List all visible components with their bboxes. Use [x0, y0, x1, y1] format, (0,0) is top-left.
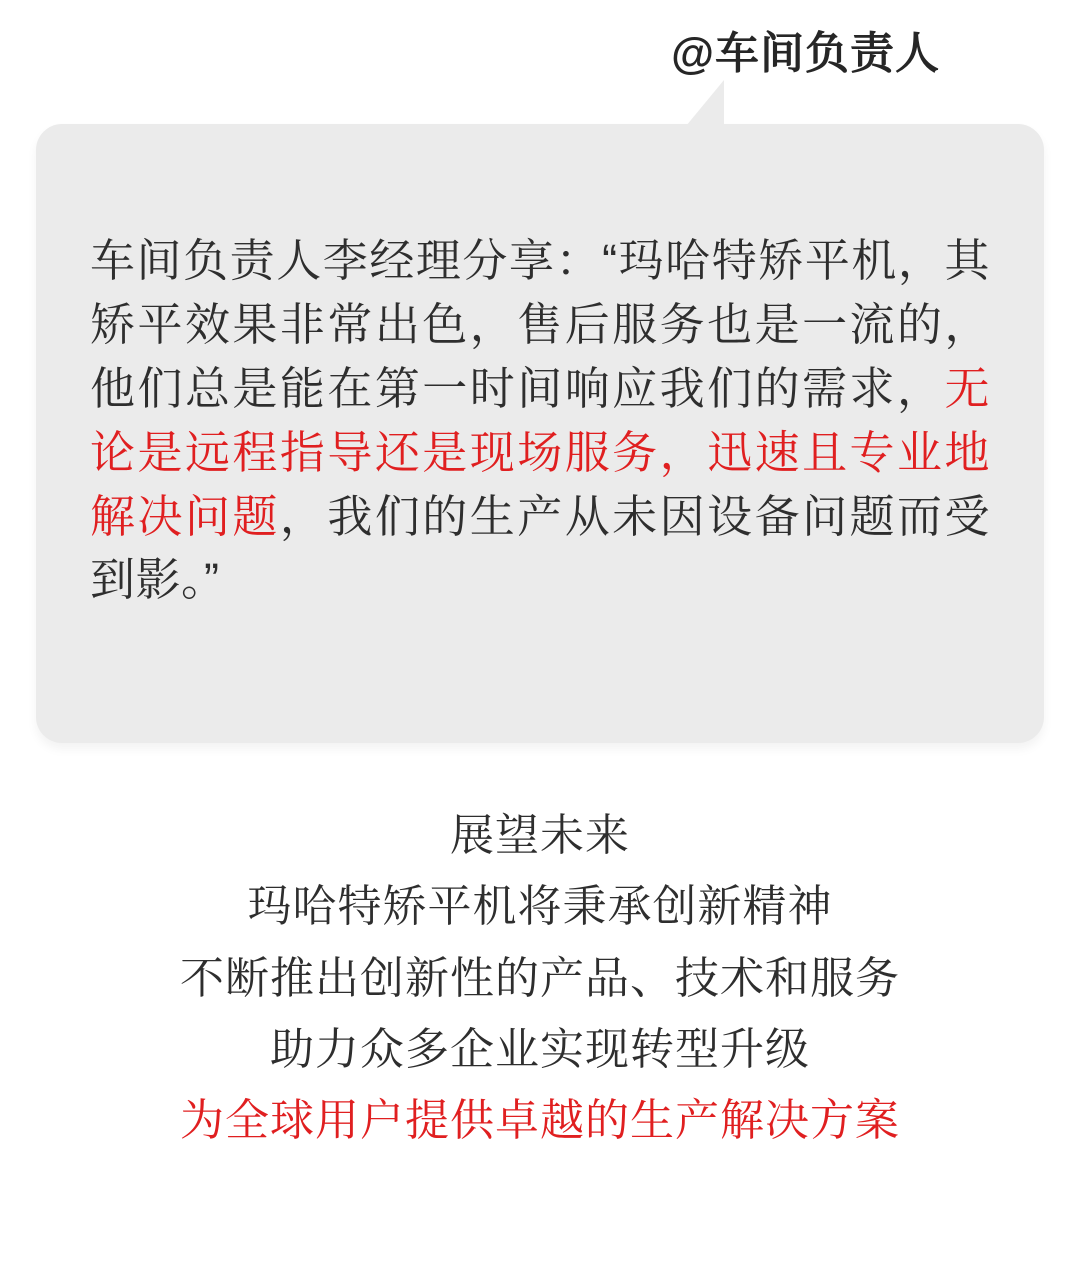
speech-tail-icon — [686, 80, 724, 126]
outlook-line-1: 展望未来 — [450, 811, 630, 860]
outlook-line-3: 不断推出创新性的产品、技术和服务 — [180, 953, 900, 1003]
outlook-line-5: 为全球用户提供卓越的生产解决方案 — [180, 1096, 900, 1146]
outlook-line-2: 玛哈特矫平机将秉承创新精神 — [247, 882, 833, 932]
quote-segment-1: 车间负责人李经理分享：“玛哈特矫平机，其矫平效果非常出色，售后服务也是一流的，他们总是能在第一时间响应我们的需求， — [90, 235, 990, 414]
speaker-handle: @车间负责人 — [671, 29, 940, 78]
quote-segment-2-highlight: 无论是远程指导还是现场服务，迅速且专业地解决问题 — [90, 362, 990, 542]
quote-bubble — [36, 124, 1044, 743]
quote-bubble-wrapper — [36, 124, 1044, 743]
outlook-block — [0, 800, 1080, 1156]
outlook-line-4: 助力众多企业实现转型升级 — [270, 1024, 810, 1074]
quote-text — [90, 229, 990, 612]
quote-segment-3: ，我们的生产从未因设备问题而受到影。” — [90, 490, 990, 606]
